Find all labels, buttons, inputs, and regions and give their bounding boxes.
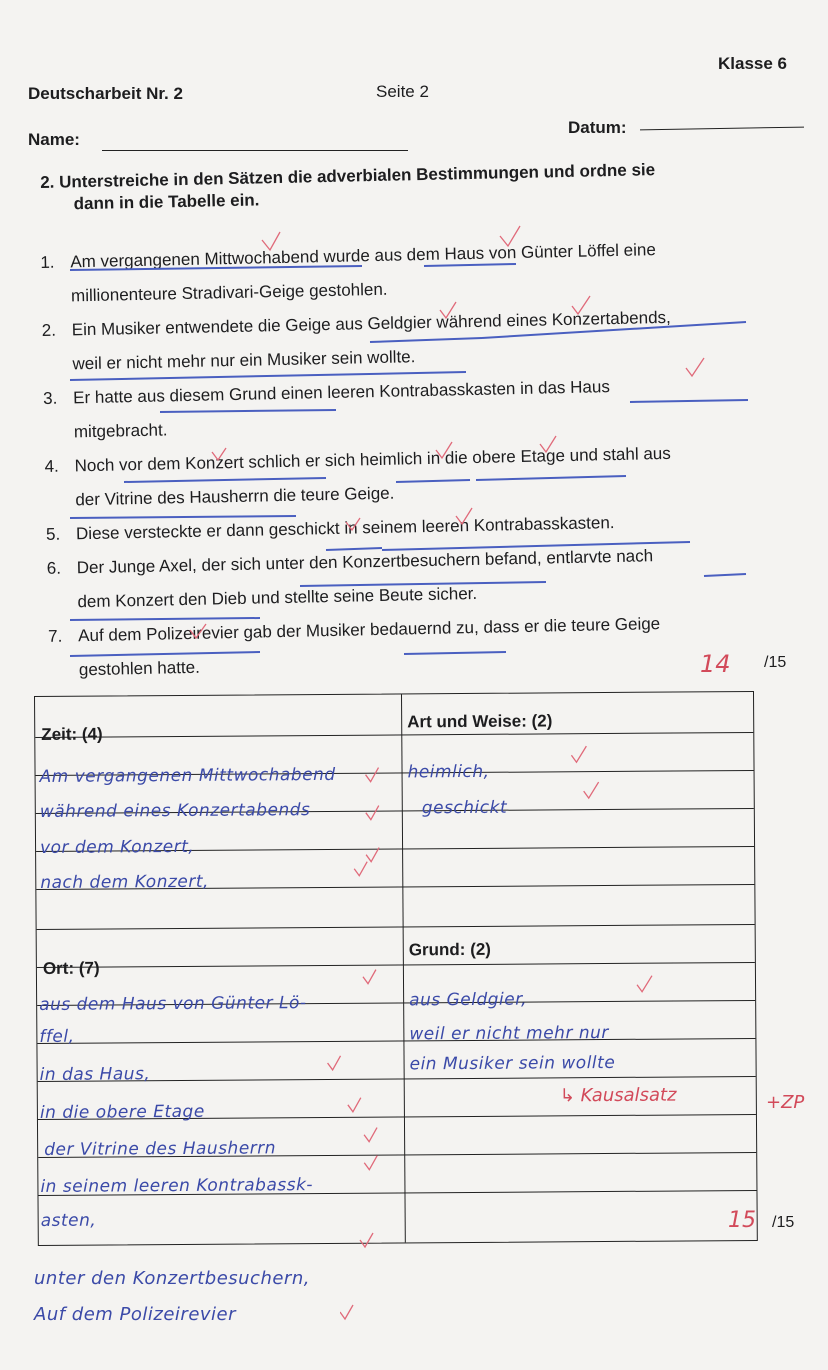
- ort-extra-2: Auf dem Polizeirevier: [34, 1304, 237, 1325]
- zeit-entry-1: Am vergangenen Mittwochabend: [39, 764, 336, 787]
- score-table-max: /15: [772, 1214, 795, 1231]
- grund-header: Grund: (2): [408, 939, 492, 960]
- ort-entry-1: aus dem Haus von Günter Lö-: [39, 993, 307, 1015]
- zeit-header: Zeit: (4): [41, 724, 103, 744]
- zeit-entry-3: vor dem Konzert,: [39, 836, 195, 858]
- sentence-6: 6. Der Junge Axel, der sich unter den Konzertbesuchern befand, entlarvte nach: [46, 546, 654, 578]
- art-header: Art und Weise: (2): [407, 711, 553, 732]
- sentence-3: 3. Er hatte aus diesem Grund einen leeren Kontrabasskasten in das Haus: [42, 377, 611, 408]
- ort-entry-2: ffel,: [39, 1026, 75, 1047]
- ort-entry-3: in das Haus,: [39, 1064, 151, 1085]
- art-entry-1: heimlich,: [407, 761, 490, 783]
- zeit-entry-4: nach dem Konzert,: [40, 871, 209, 893]
- ort-header: Ort: (7): [42, 958, 100, 978]
- grund-entry-1: aus Geldgier,: [409, 989, 528, 1011]
- task-instruction: 2. Unterstreiche in den Sätzen die adverbialen Bestimmungen und ordne sie dann in die Tabelle ein.: [40, 160, 656, 214]
- grund-entry-2: weil er nicht mehr nur: [409, 1022, 609, 1045]
- ort-extra-1: unter den Konzertbesuchern,: [34, 1268, 310, 1289]
- bonus-points: +ZP: [766, 1092, 805, 1113]
- sentence-1: 1. Am vergangenen Mittwochabend wurde aus dem Haus von Günter Löffel eine: [40, 240, 657, 272]
- score-sentences-handwritten: 14: [700, 650, 731, 678]
- ort-entry-4: in die obere Etage: [39, 1101, 205, 1123]
- sentence-4: 4. Noch vor dem Konzert schlich er sich heimlich in die obere Etage und stahl aus: [44, 443, 671, 476]
- score-sentences-max: /15: [764, 654, 787, 671]
- art-entry-2: geschickt: [421, 797, 508, 819]
- sentence-list: 1. Am vergangenen Mittwochabend wurde aus dem Haus von Günter Löffel eine millionenteure Stradivari-Geige gestohlen. 2. Ein Musiker entwendete die Geige aus Geldgier während eines Konzertabends, weil er nicht mehr nur ein Musiker sein wollte. 3. Er hatte aus diesem Grund einen leeren Kontrabasskasten in das Haus mitgebracht. 4. Noch vor dem Konzert schlich er sich heimlich in die obere Etage und stahl aus der Vitrine des Hausherrn die teure Geige. 5. Diese versteckte er dann geschickt in seinem leeren Kontrabasskasten. 6. Der Junge Axel, der sich unter den Konzertbesuchern befand, entlarvte nach dem Konzert den Dieb und stellte seine Beute sicher. 7. Auf dem Polizeirevier gab der Musiker bedauernd zu, dass er die teure Geige gestohlen hatte.: [40, 231, 769, 688]
- extra-checkmarks: [340, 1228, 380, 1328]
- name-label: Name:: [28, 130, 80, 149]
- sentence-5: 5. Diese versteckte er dann geschickt in seinem leeren Kontrabasskasten.: [45, 513, 615, 544]
- zeit-entry-2: während eines Konzertabends: [39, 800, 311, 822]
- date-label: Datum:: [568, 118, 627, 137]
- answer-table: [34, 691, 758, 1246]
- sentence-7: 7. Auf dem Polizeirevier gab der Musiker bedauernd zu, dass er die teure Geige: [47, 614, 661, 646]
- sentence-2: 2. Ein Musiker entwendete die Geige aus Geldgier während eines Konzertabends,: [41, 307, 671, 340]
- grund-entry-3: ein Musiker sein wollte: [409, 1052, 616, 1075]
- ort-entry-5: der Vitrine des Hausherrn: [44, 1138, 277, 1160]
- table-checkmarks: [35, 692, 757, 1245]
- task-number: 2.: [40, 172, 55, 192]
- page-number: Seite 2: [376, 82, 429, 101]
- ort-entry-7: asten,: [40, 1210, 97, 1231]
- class-label: Klasse 6: [718, 54, 787, 73]
- test-title: Deutscharbeit Nr. 2: [28, 84, 183, 103]
- ort-entry-6: in seinem leeren Kontrabassk-: [40, 1175, 314, 1197]
- score-table-handwritten: 15: [728, 1208, 756, 1233]
- grund-note: ↳ Kausalsatz: [559, 1084, 677, 1107]
